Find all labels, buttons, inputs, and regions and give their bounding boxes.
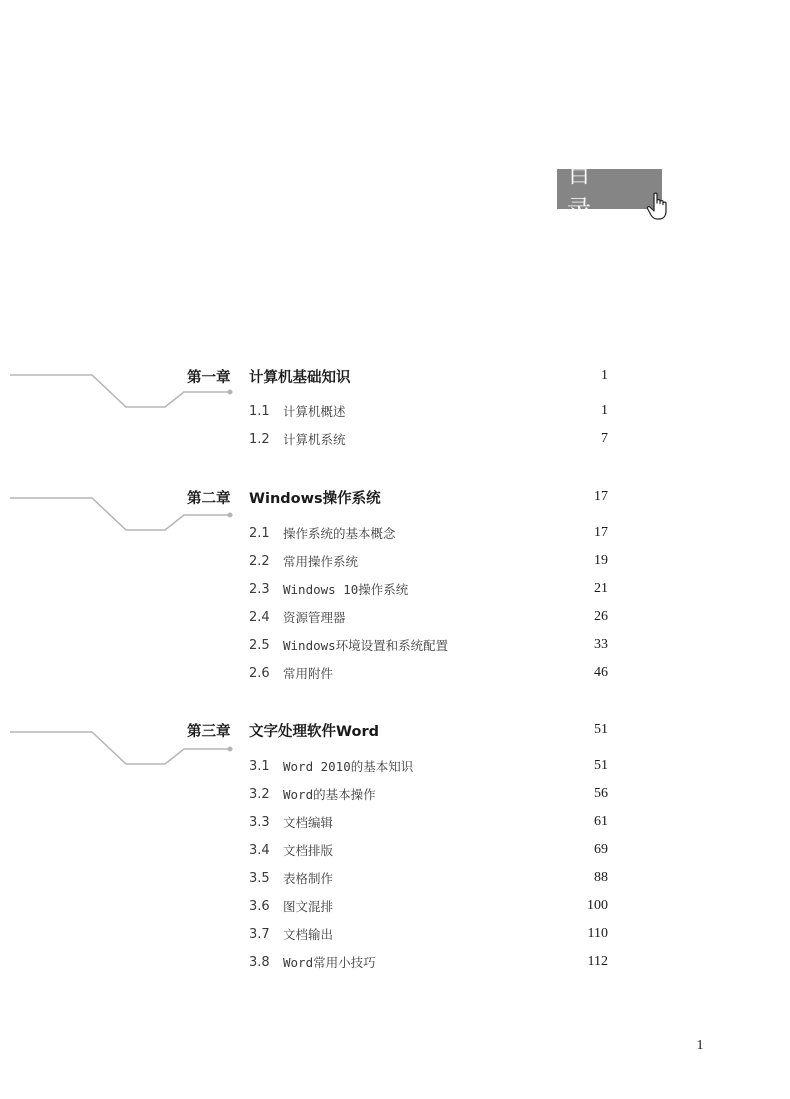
section-page: 26 bbox=[594, 609, 608, 624]
toc-entry-2-2[interactable] bbox=[249, 550, 608, 572]
section-number: 1.2 bbox=[249, 431, 270, 447]
chapter-number: 第二章 bbox=[187, 490, 231, 507]
section-number: 2.3 bbox=[249, 581, 270, 597]
toc-entry-3-1[interactable] bbox=[249, 755, 608, 777]
section-title: Word的基本操作 bbox=[283, 787, 376, 802]
toc-entry-2-3[interactable] bbox=[249, 578, 608, 600]
section-number: 3.3 bbox=[249, 814, 270, 830]
toc-entry-3-8[interactable] bbox=[249, 951, 608, 973]
section-number: 3.1 bbox=[249, 758, 270, 774]
toc-entry-1-2[interactable] bbox=[249, 428, 608, 450]
section-page: 112 bbox=[587, 954, 608, 969]
chapter-title: Windows操作系统 bbox=[249, 490, 381, 507]
toc-entry-3-2[interactable] bbox=[249, 783, 608, 805]
section-title: 操作系统的基本概念 bbox=[283, 526, 396, 541]
section-title: 文档编辑 bbox=[283, 815, 334, 830]
chapter-page: 51 bbox=[594, 722, 608, 737]
section-page: 17 bbox=[594, 525, 608, 540]
section-title: Windows 10操作系统 bbox=[283, 582, 409, 597]
section-title: 图文混排 bbox=[283, 899, 334, 914]
chapter-2-heading[interactable] bbox=[187, 485, 608, 509]
chapter-3-heading[interactable] bbox=[187, 718, 608, 742]
section-page: 46 bbox=[594, 665, 608, 680]
toc-entry-2-1[interactable] bbox=[249, 522, 608, 544]
toc-entry-3-5[interactable] bbox=[249, 867, 608, 889]
chapter-title: 计算机基础知识 bbox=[249, 369, 351, 386]
section-number: 2.5 bbox=[249, 637, 270, 653]
section-number: 3.2 bbox=[249, 786, 270, 802]
chapter-1-heading[interactable] bbox=[187, 364, 608, 388]
section-number: 1.1 bbox=[249, 403, 270, 419]
section-page: 100 bbox=[587, 898, 608, 913]
toc-entry-3-4[interactable] bbox=[249, 839, 608, 861]
section-title: 常用附件 bbox=[283, 666, 334, 681]
section-title: 表格制作 bbox=[283, 871, 334, 886]
toc-entry-2-4[interactable] bbox=[249, 606, 608, 628]
toc-title: 目 录 bbox=[557, 169, 662, 209]
section-number: 2.1 bbox=[249, 525, 270, 541]
toc-entry-1-1[interactable] bbox=[249, 400, 608, 422]
chapter-number: 第三章 bbox=[187, 723, 231, 740]
section-page: 69 bbox=[594, 842, 608, 857]
chapter-title: 文字处理软件Word bbox=[249, 723, 379, 740]
section-number: 3.7 bbox=[249, 926, 270, 942]
page-number: 1 bbox=[696, 1038, 704, 1053]
section-page: 7 bbox=[601, 431, 608, 446]
toc-entry-3-6[interactable] bbox=[249, 895, 608, 917]
section-title: 资源管理器 bbox=[283, 610, 346, 625]
section-page: 61 bbox=[594, 814, 608, 829]
hand-pointer-icon bbox=[646, 192, 672, 222]
chapter-page: 1 bbox=[601, 368, 608, 383]
section-title: Word常用小技巧 bbox=[283, 955, 376, 970]
section-number: 2.6 bbox=[249, 665, 270, 681]
section-title: 文档输出 bbox=[283, 927, 334, 942]
section-page: 56 bbox=[594, 786, 608, 801]
section-number: 3.5 bbox=[249, 870, 270, 886]
section-page: 1 bbox=[601, 403, 608, 418]
section-number: 2.4 bbox=[249, 609, 270, 625]
section-page: 51 bbox=[594, 758, 608, 773]
section-title: Word 2010的基本知识 bbox=[283, 759, 414, 774]
toc-entry-2-5[interactable] bbox=[249, 634, 608, 656]
section-page: 110 bbox=[587, 926, 608, 941]
section-title: 文档排版 bbox=[283, 843, 334, 858]
section-number: 3.8 bbox=[249, 954, 270, 970]
toc-entry-3-3[interactable] bbox=[249, 811, 608, 833]
section-page: 88 bbox=[594, 870, 608, 885]
section-number: 3.6 bbox=[249, 898, 270, 914]
chapter-number: 第一章 bbox=[187, 369, 231, 386]
section-title: 计算机概述 bbox=[283, 404, 346, 419]
toc-entry-2-6[interactable] bbox=[249, 662, 608, 684]
section-page: 33 bbox=[594, 637, 608, 652]
section-title: 常用操作系统 bbox=[283, 554, 359, 569]
chapter-page: 17 bbox=[594, 489, 608, 504]
toc-entry-3-7[interactable] bbox=[249, 923, 608, 945]
section-title: Windows环境设置和系统配置 bbox=[283, 638, 449, 653]
section-number: 2.2 bbox=[249, 553, 270, 569]
section-number: 3.4 bbox=[249, 842, 270, 858]
section-title: 计算机系统 bbox=[283, 432, 346, 447]
section-page: 19 bbox=[594, 553, 608, 568]
section-page: 21 bbox=[594, 581, 608, 596]
